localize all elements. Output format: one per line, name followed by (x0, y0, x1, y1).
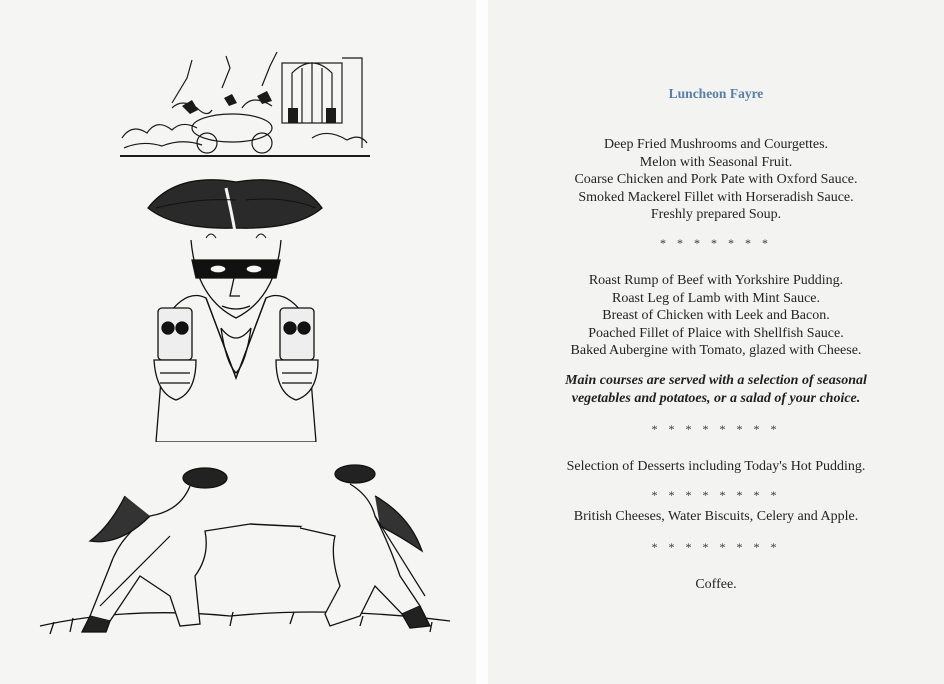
menu-item: Coarse Chicken and Pork Pate with Oxford Sauce. (574, 172, 858, 187)
mains-note-line: vegetables and potatoes, or a salad of your choice. (571, 391, 861, 406)
menu-item: Breast of Chicken with Leek and Bacon. (602, 308, 830, 323)
menu-item: Melon with Seasonal Fruit. (639, 154, 793, 170)
starters-section (488, 136, 944, 224)
menu-title: Luncheon Fayre (668, 86, 764, 101)
separator: * * * * * * * (660, 236, 772, 250)
separator: * * * * * * * * (651, 488, 781, 502)
menu-item: Baked Aubergine with Tomato, glazed with Cheese. (570, 343, 862, 358)
cheese-item: British Cheeses, Water Biscuits, Celery and Apple. (573, 509, 859, 524)
right-page (488, 0, 944, 684)
menu-item: Deep Fried Mushrooms and Courgettes. (603, 137, 829, 152)
highwayman-illustration (146, 178, 326, 442)
dessert-item: Selection of Desserts including Today's Hot Pudding. (566, 459, 866, 474)
menu-item: Smoked Mackerel Fillet with Horseradish Sauce. (578, 189, 854, 205)
menu-item: Roast Leg of Lamb with Mint Sauce. (611, 290, 821, 306)
menu-item: Freshly prepared Soup. (650, 207, 782, 222)
separator: * * * * * * * * (651, 422, 781, 436)
coach-chase-illustration (112, 48, 374, 160)
menu-item: Poached Fillet of Plaice with Shellfish Sauce. (588, 325, 844, 341)
separator: * * * * * * * * (651, 540, 781, 554)
page-gutter (476, 0, 488, 684)
menu-item: Roast Rump of Beef with Yorkshire Pudding. (588, 273, 844, 288)
mains-section (488, 272, 944, 360)
coffee-item: Coffee. (695, 577, 737, 592)
duel-illustration (30, 456, 456, 642)
mains-note (488, 372, 944, 408)
mains-note-line: Main courses are served with a selection of seasonal (565, 373, 867, 388)
